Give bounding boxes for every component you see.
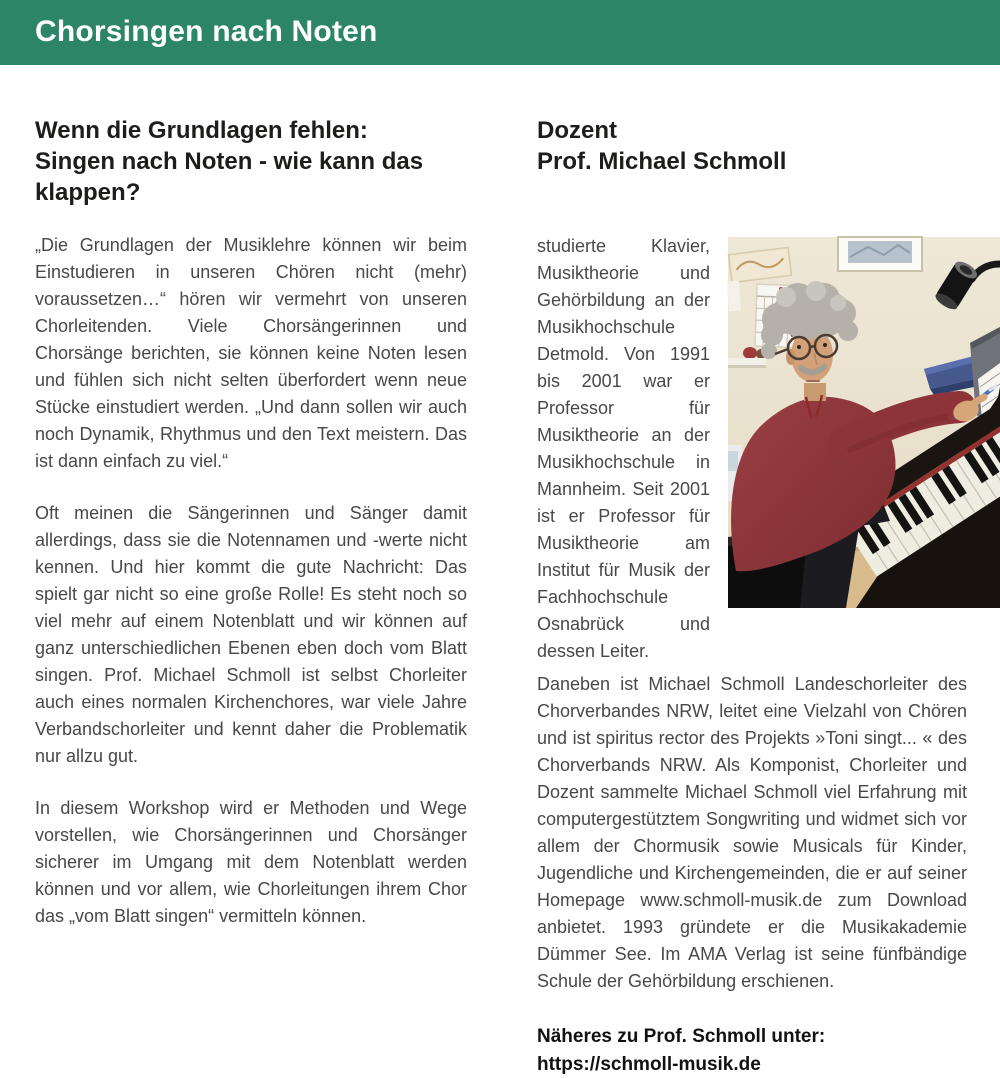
header-bar xyxy=(0,0,1000,65)
page-title: Chorsingen nach Noten xyxy=(35,12,378,52)
left-paragraph-2: Oft meinen die Sängerinnen und Sänger damit allerdings, dass sie die Notennamen und -werte nicht kennen. Und hier kommt die gute Nachricht: Das spielt gar nicht so eine große Rolle! Es steht noch so viel mehr auf einem Notenblatt und wir können auf ganz unterschiedlichen Ebenen eben doch vom Blatt singen. Prof. Michael Schmoll ist selbst Chorleiter auch eines normalen Kirchenchores, war viele Jahre Verbandschorleiter und kennt daher die Problematik nur allzu gut. xyxy=(35,500,467,770)
bio-paragraph-2: Daneben ist Michael Schmoll Landeschorleiter des Chorverbandes NRW, leitet eine Vielzahl von Chören und ist spiritus rector des Projekts »Toni singt... « des Chorverbands NRW. Als Komponist, Chorleiter und Dozent sammelte Michael Schmoll viel Erfahrung mit computergestütztem Songwriting und widmet sich vor allem der Chormusik sowie Musicals für Kinder, Jugendliche und Kirchengemeinden, die er auf seiner Homepage www.schmoll-musik.de zum Download anbietet. 1993 gründete er die Musikakademie Dümmer See. Im AMA Verlag ist seine fünfbändige Schule der Gehörbildung erschienen. xyxy=(537,671,967,995)
dozent-photo xyxy=(728,237,1000,608)
dozent-heading-line2: Prof. Michael Schmoll xyxy=(537,146,967,177)
left-heading-line2: Singen nach Noten - wie kann das xyxy=(35,146,467,177)
schmoll-musik-link[interactable]: https://schmoll-musik.de xyxy=(537,1051,967,1079)
bio-paragraph-1: studierte Klavier, Musiktheorie und Gehörbildung an der Musikhochschule Detmold. Von 1991 bis 2001 war er Professor für Musiktheorie an der Musikhochschule in Mannheim. Seit 2001 ist er Professor für Musiktheorie am Institut für Musik der Fachhochschule Osnabrück und dessen Leiter. xyxy=(537,233,967,665)
left-heading xyxy=(35,115,467,208)
framed-picture xyxy=(838,237,922,271)
left-column xyxy=(35,115,467,930)
left-body xyxy=(35,232,467,930)
left-heading-line3: klappen? xyxy=(35,177,467,208)
dozent-heading-line1: Dozent xyxy=(537,115,967,146)
left-heading-line1: Wenn die Grundlagen fehlen: xyxy=(35,115,467,146)
footer-label: Näheres zu Prof. Schmoll unter: xyxy=(537,1023,967,1051)
left-paragraph-3: In diesem Workshop wird er Methoden und Wege vorstellen, wie Chorsängerinnen und Chorsänger sicherer im Umgang mit dem Notenblatt werden können und vor allem, wie Chorleitungen ihrem Chor das „vom Blatt singen“ vermitteln können. xyxy=(35,795,467,930)
dozent-heading xyxy=(537,115,967,177)
left-paragraph-1: „Die Grundlagen der Musiklehre können wir beim Einstudieren in unseren Chören nicht (mehr) voraussetzen…“ hören wir vermehrt von unseren Chorleitenden. Viele Chorsängerinnen und Chorsänge berichten, sie können keine Noten lesen und fühlen sich nicht selten überfordert wenn neue Stücke einstudiert werden. „Und dann sollen wir auch noch Dynamik, Rhythmus und den Text meistern. Das ist dann einfach zu viel.“ xyxy=(35,232,467,475)
footer-info xyxy=(537,1023,967,1079)
